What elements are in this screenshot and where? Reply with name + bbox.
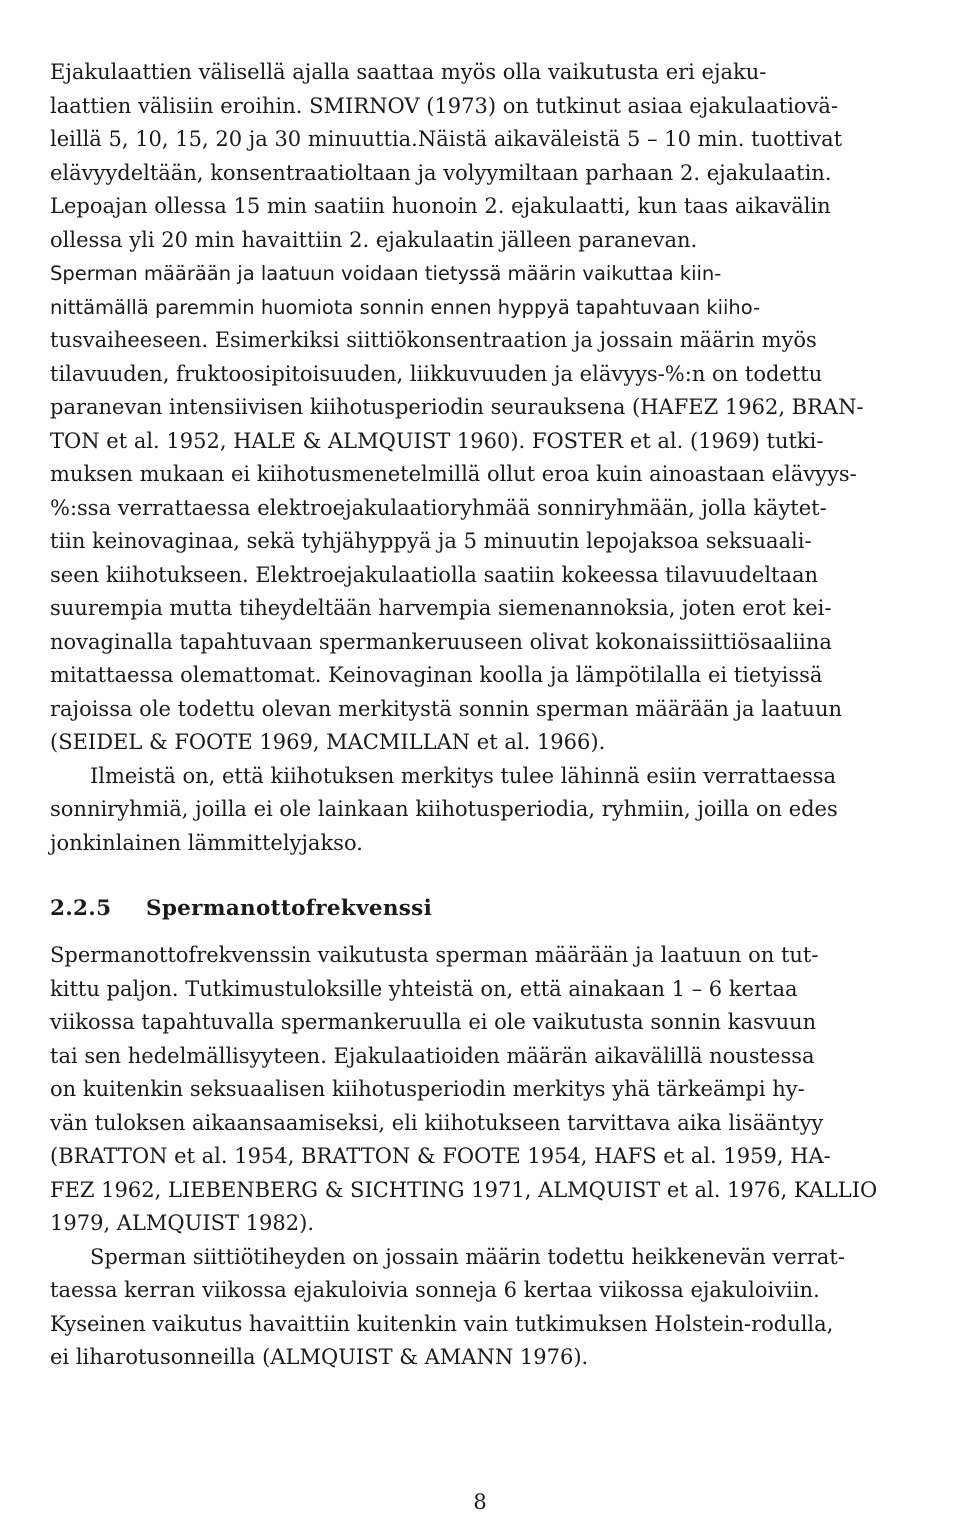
text-line: Kyseinen vaikutus havaittiin kuitenkin vain tutkimuksen Holstein-rodulla, <box>50 1311 834 1336</box>
text-line: seen kiihotukseen. Elektroejakulaatiolla saatiin kokeessa tilavuudeltaan <box>50 562 819 587</box>
text-line: Sperman määrään ja laatuun voidaan tietyssä määrin vaikuttaa kiin- <box>50 262 722 285</box>
text-line: %:ssa verrattaessa elektroejakulaatioryhmää sonniryhmään, jolla käytet- <box>50 495 827 520</box>
text-line: Ilmeistä on, että kiihotuksen merkitys tulee lähinnä esiin verrattaessa <box>90 763 837 788</box>
text-line: taessa kerran viikossa ejakuloivia sonneja 6 kertaa viikossa ejakuloiviin. <box>50 1278 820 1302</box>
text-line: Lepoajan ollessa 15 min saatiin huonoin 2. ejakulaatti, kun taas aikavälin <box>50 194 831 218</box>
text-line: viikossa tapahtuvalla spermankeruulla ei ole vaikutusta sonnin kasvuun <box>50 1010 817 1034</box>
text-line: tusvaiheeseen. Esimerkiksi siittiökonsentraation ja jossain määrin myös <box>50 328 817 352</box>
section-heading <box>50 896 950 921</box>
text-line: novaginalla tapahtuvaan spermankeruuseen olivat kokonaissiittiösaaliina <box>50 629 832 654</box>
text-line: Sperman siittiötiheyden on jossain määrin todettu heikkenevän verrat- <box>90 1244 845 1269</box>
text-line: suurempia mutta tiheydeltään harvempia siemenannoksia, joten erot kei- <box>50 596 832 620</box>
text-line: tilavuuden, fruktoosipitoisuuden, liikkuvuuden ja elävyys-%:n on todettu <box>50 361 823 386</box>
text-line: TON et al. 1952, HALE & ALMQUIST 1960). FOSTER et al. (1969) tutki- <box>50 428 824 453</box>
text-line: tiin keinovaginaa, sekä tyhjähyppyä ja 5 minuutin lepojaksoa seksuaali- <box>50 529 812 553</box>
paragraph-conclusion <box>50 760 950 861</box>
text-line: ollessa yli 20 min havaittiin 2. ejakulaatin jälleen paranevan. <box>50 227 698 252</box>
text-line: on kuitenkin seksuaalisen kiihotusperiodin merkitys yhä tärkeämpi hy- <box>50 1077 805 1101</box>
text-line: rajoissa ole todettu olevan merkitystä sonnin sperman määrään ja laatuun <box>50 696 842 721</box>
text-line: (BRATTON et al. 1954, BRATTON & FOOTE 1954, HAFS et al. 1959, HA- <box>50 1144 831 1168</box>
text-line: ei liharotusonneilla (ALMQUIST & AMANN 1976). <box>50 1345 589 1369</box>
text-line: nittämällä paremmin huomiota sonnin ennen hyppyä tapahtuvaan kiiho- <box>50 295 761 319</box>
text-line: 1979, ALMQUIST 1982). <box>50 1211 314 1235</box>
text-line: vän tuloksen aikaansaamiseksi, eli kiihotukseen tarvittava aika lisääntyy <box>50 1110 824 1135</box>
section-number: 2.2.5 <box>50 896 112 921</box>
text-line: laattien välisiin eroihin. SMIRNOV (1973) on tutkinut asiaa ejakulaatiovä- <box>50 93 839 118</box>
document-page <box>50 56 950 1375</box>
text-line: jonkinlainen lämmittelyjakso. <box>50 830 363 855</box>
text-line: (SEIDEL & FOOTE 1969, MACMILLAN et al. 1966). <box>50 730 606 754</box>
paragraph-sperm-density <box>50 1241 950 1375</box>
text-line: FEZ 1962, LIEBENBERG & SICHTING 1971, ALMQUIST et al. 1976, KALLIO <box>50 1177 878 1202</box>
paragraph-collection-frequency <box>50 939 950 1241</box>
paragraph-ejaculation-interval <box>50 56 950 257</box>
text-line: sonniryhmiä, joilla ei ole lainkaan kiihotusperiodia, ryhmiin, joilla on edes <box>50 797 838 821</box>
text-line: elävyydeltään, konsentraatioltaan ja volyymiltaan parhaan 2. ejakulaatin. <box>50 160 832 185</box>
text-line: Spermanottofrekvenssin vaikutusta sperman määrään ja laatuun on tut- <box>50 943 819 967</box>
paragraph-stimulation <box>50 257 950 760</box>
text-line: mitattaessa olemattomat. Keinovaginan koolla ja lämpötilalla ei tietyissä <box>50 663 823 687</box>
text-line: muksen mukaan ei kiihotusmenetelmillä ollut eroa kuin ainoastaan elävyys- <box>50 462 857 486</box>
text-line: Ejakulaattien välisellä ajalla saattaa myös olla vaikutusta eri ejaku- <box>50 60 767 84</box>
text-line: tai sen hedelmällisyyteen. Ejakulaatioiden määrän aikavälillä noustessa <box>50 1043 815 1068</box>
text-line: kittu paljon. Tutkimustuloksille yhteistä on, että ainakaan 1 – 6 kertaa <box>50 976 798 1001</box>
page-number: 8 <box>473 1490 487 1514</box>
text-line: leillä 5, 10, 15, 20 ja 30 minuuttia.Näistä aikaväleistä 5 – 10 min. tuottivat <box>50 127 843 151</box>
text-line: paranevan intensiivisen kiihotusperiodin seurauksena (HAFEZ 1962, BRAN- <box>50 395 864 419</box>
section-title: Spermanottofrekvenssi <box>146 896 433 921</box>
